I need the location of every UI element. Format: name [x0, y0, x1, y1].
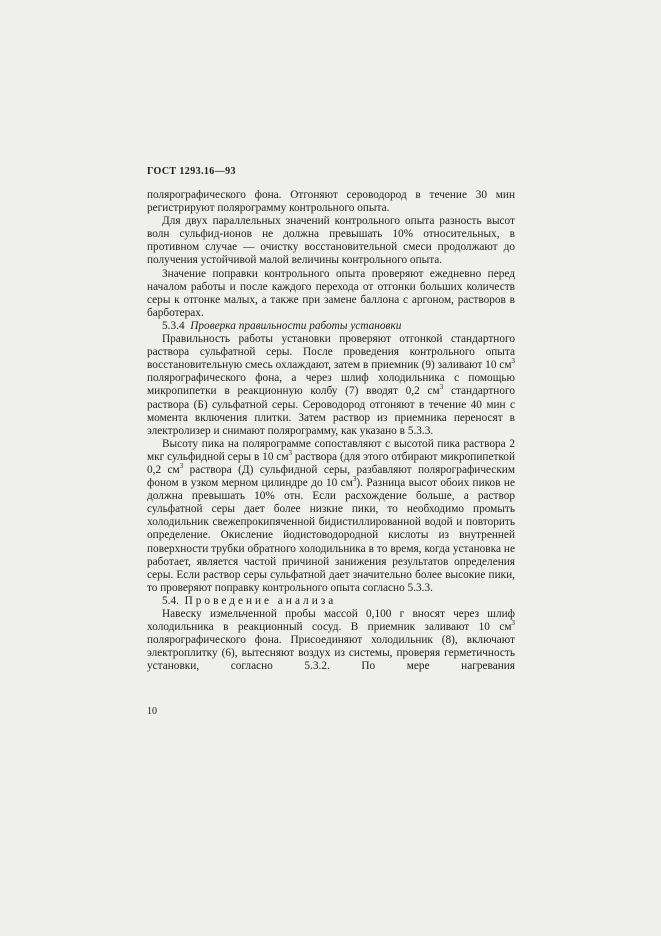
- paragraph: Для двух параллельных значений контрольного опыта разность высот волн сульфид-ионов не должна превышать 10% относительных, в противном случае — очистку восстановительной смеси продолжают до получения устойчивой малой величины контрольного опыта.: [147, 215, 515, 267]
- paragraph: Значение поправки контрольного опыта проверяют ежедневно перед началом работы и после каждого перехода от отгонки больших количеств серы к отгонке малых, а также при замене баллона с аргоном, растворов в барботерах.: [147, 267, 515, 319]
- paragraph: [147, 333, 515, 438]
- text-run: ). Разница высот обоих пиков не должна превышать 10% отн. Если расхождение больше, а раствор сульфатной серы дает более низкие пики, то необходимо промыть холодильник свежепрокипяченной бидистиллированной водой и повторить определение. Окисление йодистоводородной кислоты из внутренней поверхности трубки обратного холодильника в то время, когда установка не работает, является частой причиной занижения результатов определения серы. Если раствор серы сульфатной дает значительно более высокие пики, то проверяют поправку контрольного опыта согласно 5.3.3.: [147, 477, 515, 594]
- section-heading-5-3-4: [147, 320, 515, 333]
- text-run: стандартного раствора (Б) сульфатной серы. Сероводород отгоняют в течение 40 мин с момента включения плитки. Затем раствор из приемника переносят в электролизер и снимают полярограмму, как указано в 5.3.3.: [147, 385, 515, 437]
- text-run: Высоту пика на полярограмме сопоставляют с высотой пика раствора 2 мкг сульфидной серы в 10 см: [147, 437, 515, 463]
- section-title: Проверка правильности работы установки: [190, 319, 402, 332]
- text-run: полярографического фона, а через шлиф холодильника с помощью микропипетки в реакционную колбу (7) вводят 0,2 см: [147, 372, 515, 398]
- text-run: полярографического фона. Присоединяют холодильник (8), включают электроплитку (6), вытесняют воздух из системы, проверяя герметичность установки, согласно 5.3.2. По мере нагревания: [147, 634, 515, 673]
- text-run: раствора (для этого отбирают микропипеткой 0,2 см: [147, 450, 516, 476]
- superscript: 3: [511, 357, 515, 366]
- text-run: Правильность работы установки проверяют отгонкой стандартного раствора сульфатной серы. После проведения контрольного опыта восстановительную смесь охлаждают, затем в приемник (9) заливают 10 см: [147, 333, 515, 372]
- superscript: 3: [179, 462, 184, 471]
- section-number: 5.4.: [162, 594, 179, 607]
- paragraph: [147, 608, 515, 673]
- superscript: 3: [439, 383, 444, 392]
- section-number: 5.3.4: [162, 319, 185, 332]
- document-body: [147, 189, 515, 673]
- section-title: Проведение анализа: [184, 594, 337, 607]
- text-run: раствора (Д) сульфидной серы, разбавляют полярографическим фоном в узком мерном цилиндре до 10 см: [147, 463, 516, 490]
- section-heading-5-4: [147, 595, 515, 608]
- text-run: Навеску измельченной пробы массой 0,100 г вносят через шлиф холодильника в реакционный сосуд. В приемник заливают 10 см: [147, 608, 515, 634]
- page-number: 10: [147, 706, 157, 717]
- superscript: 3: [288, 449, 293, 458]
- superscript: 3: [511, 619, 515, 628]
- document-header: ГОСТ 1293.16—93: [147, 166, 236, 177]
- superscript: 3: [352, 475, 357, 484]
- paragraph: полярографического фона. Отгоняют сероводород в течение 30 мин регистрируют полярограмму контрольного опыта.: [147, 189, 515, 215]
- paragraph: [147, 438, 515, 595]
